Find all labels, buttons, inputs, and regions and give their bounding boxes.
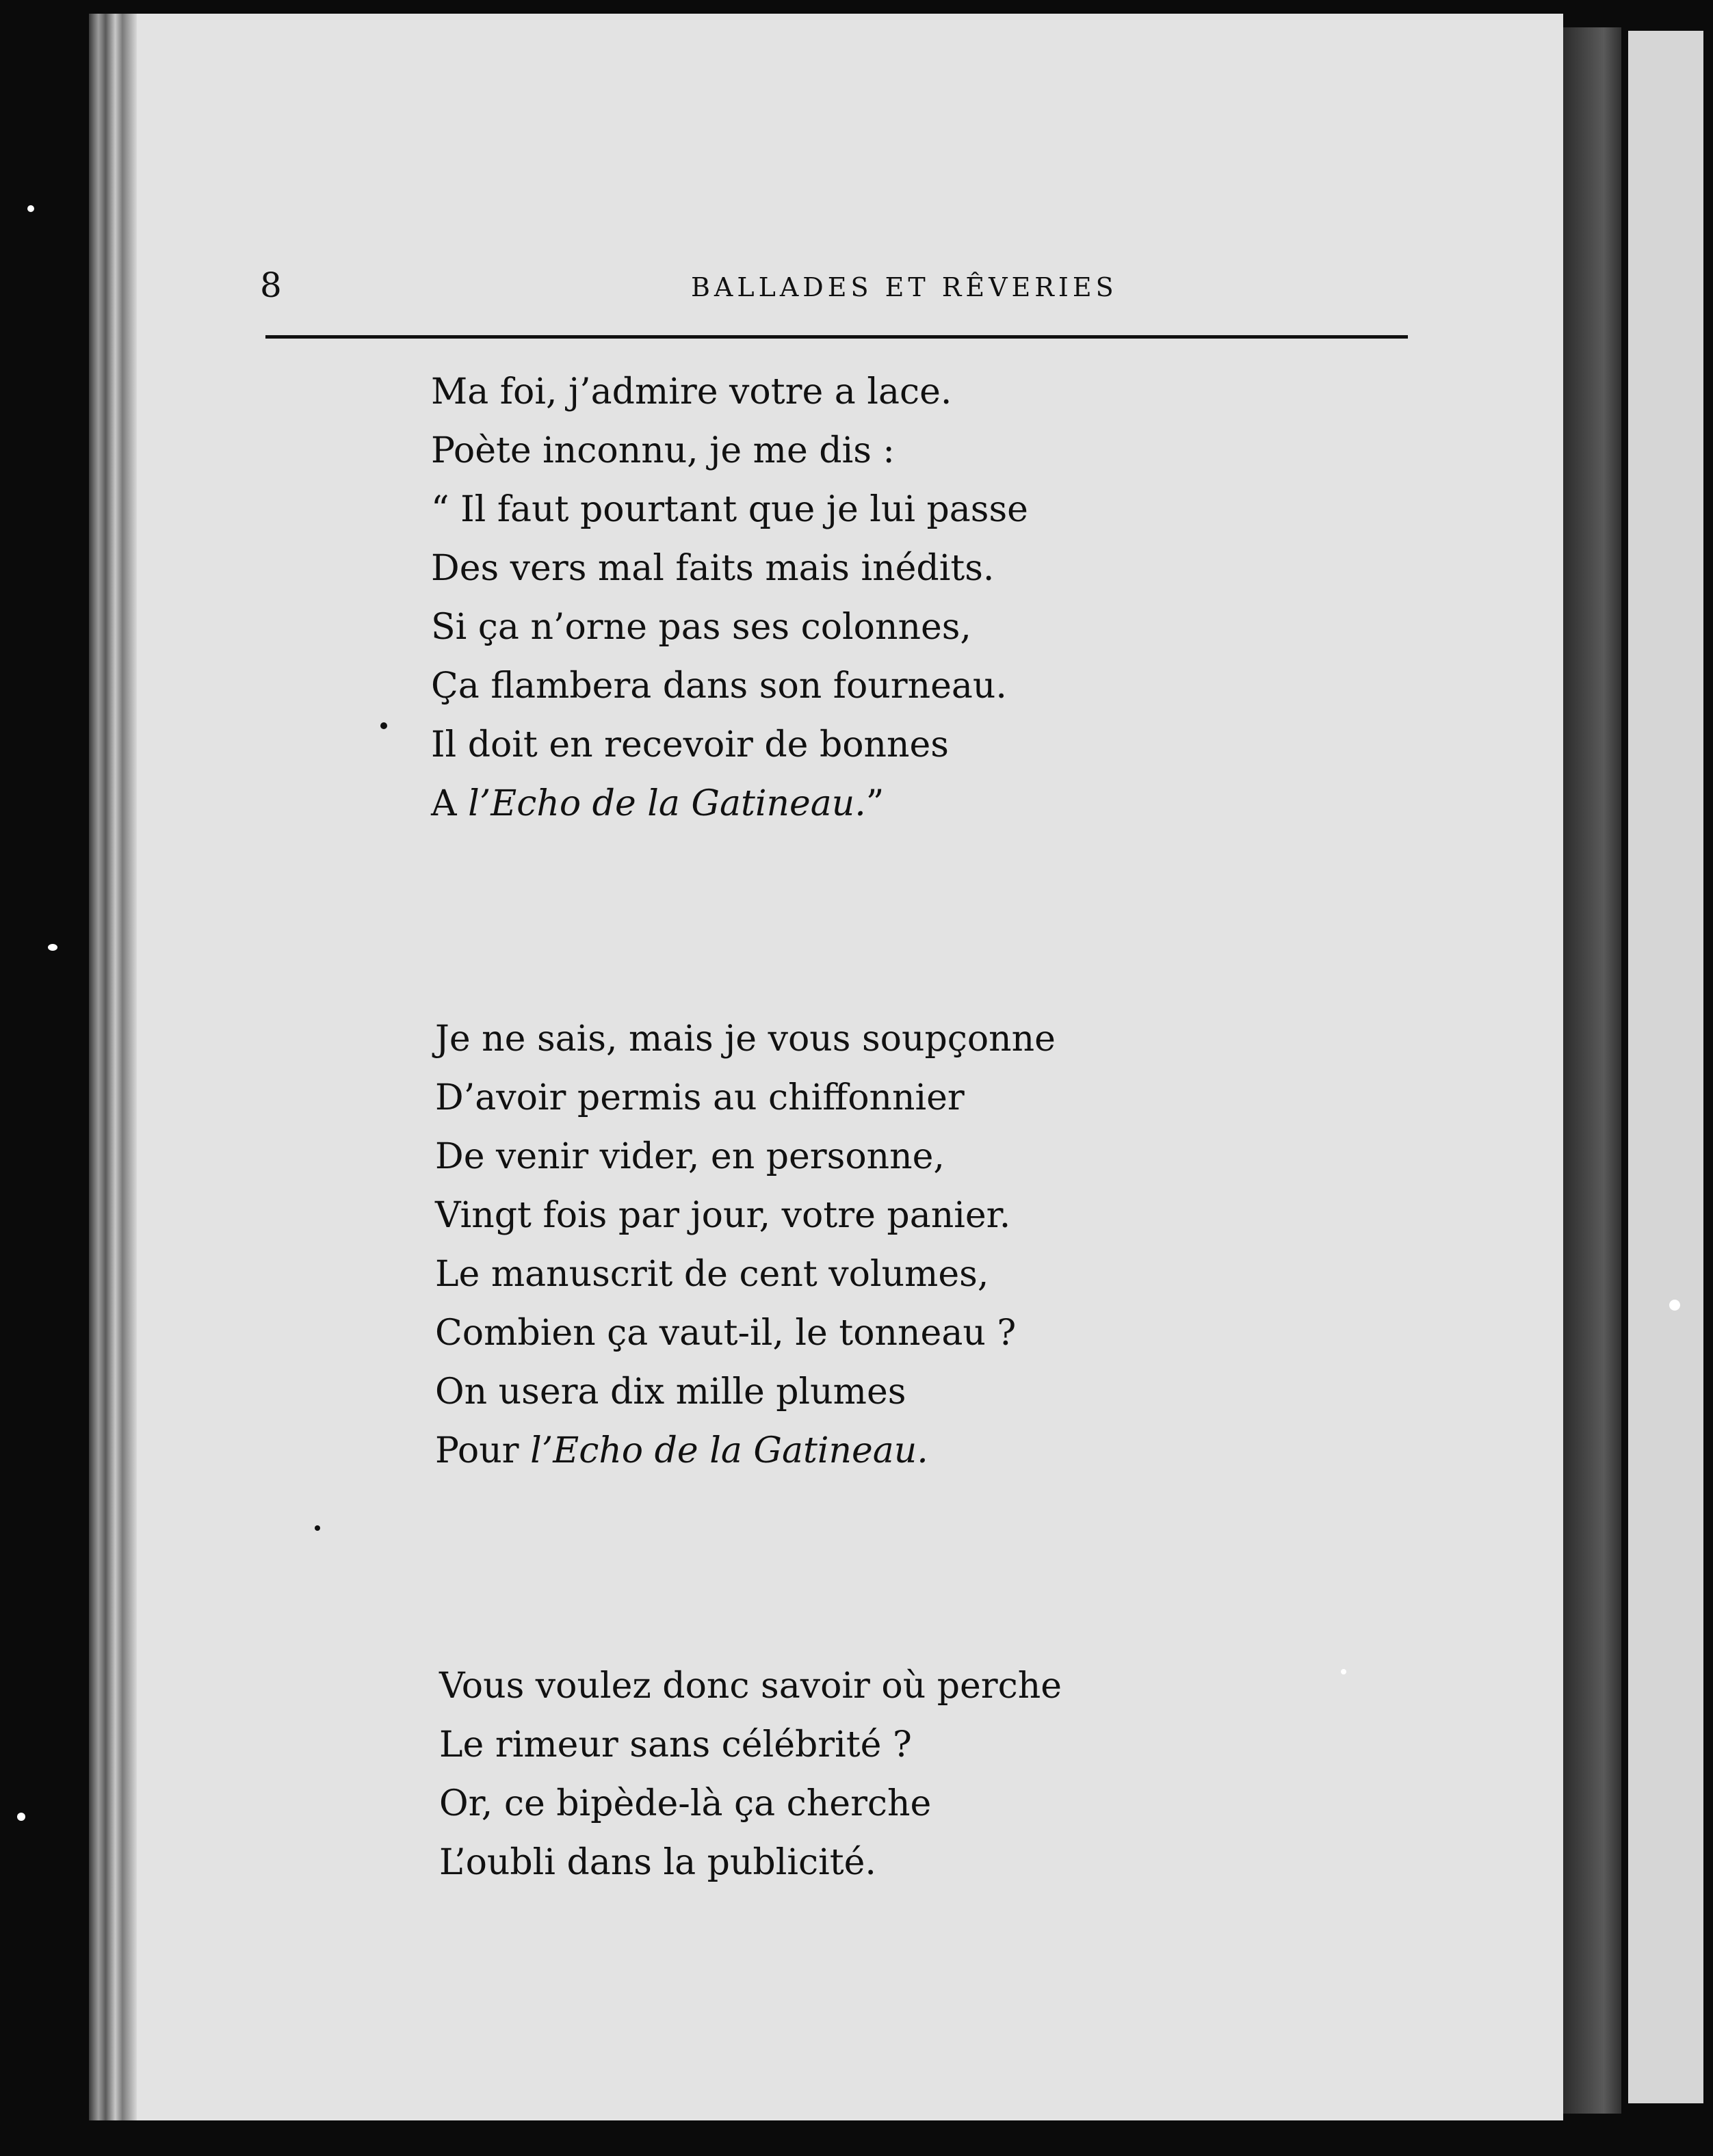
scan-speck	[1341, 1669, 1346, 1674]
verse-line: Combien ça vaut-il, le tonneau ?	[435, 1313, 1017, 1354]
next-page-edge	[1628, 31, 1703, 2103]
scan-speck	[380, 722, 387, 729]
verse-line: Le rimeur sans célébrité ?	[439, 1724, 912, 1765]
stanza-3	[431, 1657, 1320, 1892]
verse-text: ”	[865, 783, 885, 824]
verse-line: Il doit en recevoir de bonnes	[431, 724, 949, 765]
verse-line: Vous voulez donc savoir où perche	[439, 1666, 1062, 1707]
verse-line: Ma foi, j’admire votre a lace.	[431, 371, 952, 412]
verse-line	[435, 1421, 1320, 1480]
verse-text: A	[431, 783, 469, 824]
verse-line: Or, ce bipède-là ça cherche	[439, 1783, 932, 1824]
page-stack-edge	[89, 14, 137, 2120]
newspaper-title: l’Echo de la Gatineau.	[530, 1430, 928, 1471]
verse-line: Poète inconnu, je me dis :	[431, 430, 895, 471]
scan-speck	[48, 944, 57, 951]
verse-line: D’avoir permis au chiffonnier	[435, 1077, 965, 1118]
scan-speck	[17, 1813, 25, 1821]
verse-line: Ça flambera dans son fourneau.	[431, 666, 1007, 707]
book-spine-shadow	[1563, 27, 1621, 2114]
scan-speck	[27, 205, 34, 212]
verse-line: L’oubli dans la publicité.	[439, 1842, 876, 1883]
page-number: 8	[260, 265, 282, 305]
verse-line: Vingt fois par jour, votre panier.	[435, 1195, 1011, 1236]
verse-text: Pour	[435, 1430, 531, 1471]
verse-line: On usera dix mille plumes	[435, 1371, 906, 1412]
verse-line	[431, 774, 1320, 833]
running-title: BALLADES ET RÊVERIES	[691, 272, 1118, 302]
page-header	[260, 253, 1409, 308]
newspaper-title: l’Echo de la Gatineau.	[468, 783, 866, 824]
poem-body	[431, 363, 1320, 2068]
verse-line: Si ça n’orne pas ses colonnes,	[431, 607, 971, 648]
scan-speck	[315, 1525, 320, 1531]
scan-speck	[1669, 1300, 1680, 1311]
verse-line: De venir vider, en personne,	[435, 1136, 945, 1177]
header-rule	[265, 335, 1408, 339]
verse-line: “ Il faut pourtant que je lui passe	[431, 489, 1028, 530]
verse-line: Le manuscrit de cent volumes,	[435, 1254, 989, 1295]
verse-line: Je ne sais, mais je vous soupçonne	[435, 1018, 1056, 1060]
stanza-2	[431, 1010, 1320, 1480]
stanza-1	[431, 363, 1320, 833]
verse-line: Des vers mal faits mais inédits.	[431, 548, 995, 589]
